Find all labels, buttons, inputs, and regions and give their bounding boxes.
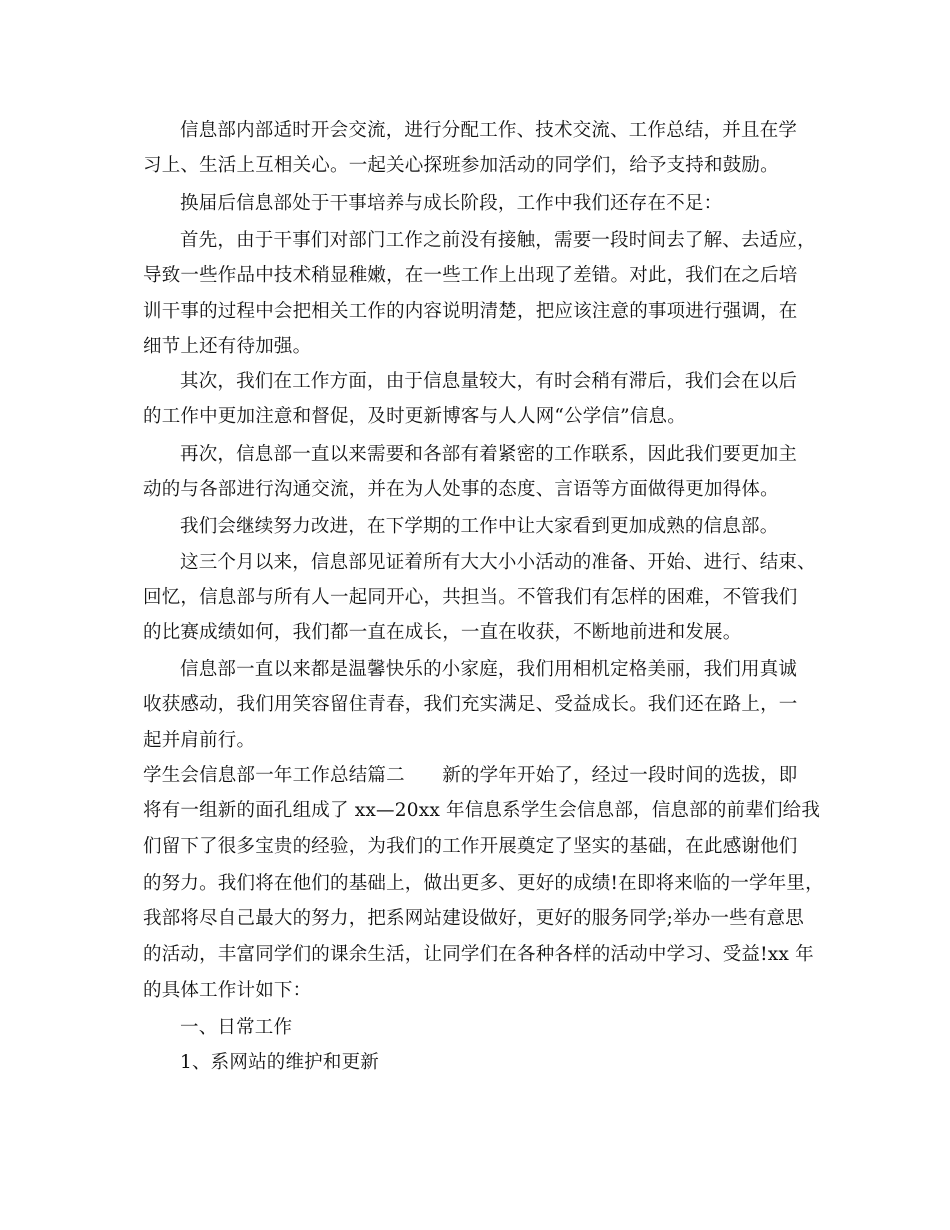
paragraph-line: 细节上还有待加强。 — [143, 336, 312, 357]
paragraph-line: 我部将尽自己最大的努力，把系网站建设做好，更好的服务同学;举办一些有意思 — [143, 908, 804, 929]
paragraph-line: 我们会继续努力改进，在下学期的工作中让大家看到更加成熟的信息部。 — [180, 516, 779, 537]
paragraph-line: 导致一些作品中技术稍显稚嫩，在一些工作上出现了差错。对此，我们在之后培 — [143, 265, 798, 286]
paragraph-line: 起并肩前行。 — [143, 730, 256, 751]
paragraph-line: 习上、生活上互相关心。一起关心探班参加活动的同学们，给予支持和鼓励。 — [143, 155, 779, 176]
paragraph-line: 换届后信息部处于干事培养与成长阶段，工作中我们还存在不足： — [180, 193, 723, 214]
paragraph-line: 首先，由于干事们对部门工作之前没有接触，需要一段时间去了解、去适应， — [180, 230, 816, 251]
paragraph-line: 其次，我们在工作方面，由于信息量较大，有时会稍有滞后，我们会在以后 — [180, 371, 798, 392]
paragraph-line: 的工作中更加注意和督促，及时更新博客与人人网“公学信”信息。 — [143, 406, 686, 427]
paragraph-line: 训干事的过程中会把相关工作的内容说明清楚，把应该注意的事项进行强调，在 — [143, 301, 798, 322]
paragraph-line: 再次，信息部一直以来需要和各部有着紧密的工作联系，因此我们要更加主 — [180, 444, 798, 465]
paragraph-line: 将有一组新的面孔组成了 xx—20xx 年信息系学生会信息部，信息部的前辈们给我 — [143, 800, 821, 821]
paragraph-line: 的具体工作计如下： — [143, 980, 312, 1001]
paragraph-line: 这三个月以来，信息部见证着所有大大小小活动的准备、开始、进行、结束、 — [180, 552, 816, 573]
paragraph-line: 的比赛成绩如何，我们都一直在成长，一直在收获，不断地前进和发展。 — [143, 622, 742, 643]
paragraph-line: 信息部内部适时开会交流，进行分配工作、技术交流、工作总结，并且在学 — [180, 120, 798, 141]
subsection-heading: 1、系网站的维护和更新 — [180, 1052, 379, 1073]
paragraph-line: 信息部一直以来都是温馨快乐的小家庭，我们用相机定格美丽，我们用真诚 — [180, 659, 798, 680]
section-heading: 一、日常工作 — [180, 1017, 293, 1038]
paragraph-line: 回忆，信息部与所有人一起同开心，共担当。不管我们有怎样的困难，不管我们 — [143, 587, 798, 608]
paragraph-line: 学生会信息部一年工作总结篇二 新的学年开始了，经过一段时间的选拔，即 — [143, 765, 798, 786]
paragraph-line: 收获感动，我们用笑容留住青春，我们充实满足、受益成长。我们还在路上，一 — [143, 694, 798, 715]
paragraph-line: 们留下了很多宝贵的经验，为我们的工作开展奠定了坚实的基础，在此感谢他们 — [143, 836, 798, 857]
paragraph-line: 的活动，丰富同学们的课余生活，让同学们在各种各样的活动中学习、受益!xx 年 — [143, 944, 814, 965]
paragraph-line: 动的与各部进行沟通交流，并在为人处事的态度、言语等方面做得更加得体。 — [143, 479, 779, 500]
paragraph-line: 的努力。我们将在他们的基础上，做出更多、更好的成绩!在即将来临的一学年里， — [143, 873, 824, 894]
